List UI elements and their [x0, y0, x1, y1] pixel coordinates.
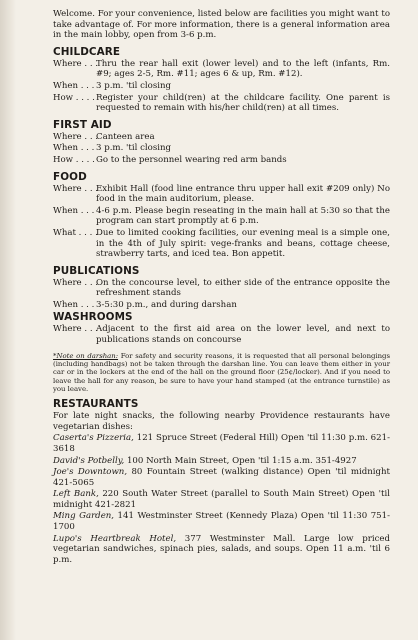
- darshan-note: [53, 352, 390, 393]
- restaurant-name: Joe's Downtown,: [53, 467, 128, 478]
- note-text: For safety and security reasons, it is requested that all personal belongings (including handbags) not be taken through the darshan line. You can leave them either in your car or in the lockers at the end of the hall on the ground floor (25¢/locker). And if you need to leave the hall for any reason, be sure to have your hand stamped (at the entrance turnstile) as you leave.: [53, 351, 391, 393]
- row-text: 3 p.m. 'til closing: [96, 80, 172, 91]
- first-aid-heading: FIRST AID: [53, 118, 112, 131]
- childcare-when-row: [53, 81, 390, 92]
- row-label: When . . .: [53, 143, 95, 154]
- restaurant-details: 220 South Water Street (parallel to South Main Street) Open 'til midnight 421-2821: [53, 489, 390, 510]
- restaurant-item: [53, 511, 390, 532]
- row-label: How . . . .: [53, 92, 95, 103]
- row-text: 3-5:30 p.m., and during darshan: [96, 299, 237, 310]
- restaurant-name: Ming Garden,: [53, 511, 115, 522]
- food-where-row: [53, 184, 390, 205]
- washrooms-heading: WASHROOMS: [53, 311, 133, 324]
- row-text: 4-6 p.m. Please begin reseating in the main hall at 5:30 so that the program can start promptly at 6 p.m.: [96, 205, 390, 227]
- row-label: What . . . .: [53, 227, 98, 238]
- publications-when-row: [53, 300, 390, 311]
- row-text: 3 p.m. 'til closing: [96, 143, 172, 154]
- restaurant-details: 80 Fountain Street (walking distance) Open 'til midnight 421-5065: [53, 467, 390, 488]
- restaurant-details: 100 North Main Street, Open 'til 1:15 a.m. 351-4927: [124, 455, 357, 466]
- show-through-text: [396, 30, 400, 41]
- intro-paragraph: Welcome. For your convenience, listed below are facilities you might want to take advantage of. For more information, there is a general information area in the main lobby, open from 3-6 p.m.: [53, 9, 390, 41]
- row-label: When . . .: [53, 205, 95, 216]
- restaurant-item: [53, 467, 390, 488]
- publications-where-row: [53, 278, 390, 299]
- childcare-where-row: [53, 59, 390, 80]
- restaurant-details: 141 Westminster Street (Kennedy Plaza) Open 'til 11:30 751-1700: [53, 511, 391, 533]
- food-when-row: [53, 206, 390, 227]
- food-heading: FOOD: [53, 170, 87, 183]
- first-aid-how-row: [53, 155, 390, 166]
- row-label: Where . . .: [53, 58, 99, 69]
- childcare-heading: CHILDCARE: [53, 45, 121, 58]
- row-label: Where . . .: [53, 277, 99, 288]
- restaurant-name: David's Potbelly,: [53, 455, 125, 466]
- row-label: Where . . .: [53, 131, 99, 142]
- restaurants-intro: For late night snacks, the following nearby Providence restaurants have vegetarian dishes:: [53, 411, 390, 432]
- row-text: Exhibit Hall (food line entrance thru upper hall exit #209 only) No food in the main auditorium, please.: [96, 183, 390, 205]
- row-text: Canteen area: [96, 131, 155, 142]
- publications-heading: PUBLICATIONS: [53, 264, 140, 277]
- first-aid-when-row: [53, 143, 390, 154]
- first-aid-where-row: [53, 132, 390, 143]
- restaurant-item: [53, 489, 390, 510]
- row-label: When . . .: [53, 299, 95, 310]
- row-label: When . . .: [53, 80, 95, 91]
- row-label: How . . . .: [53, 154, 95, 165]
- restaurant-details: 121 Spruce Street (Federal Hill) Open 'til 11:30 p.m. 621-3618: [53, 433, 390, 454]
- row-label: Where . . .: [53, 183, 99, 194]
- row-text: Register your child(ren) at the childcare facility. One parent is requested to remain with his/her child(ren) at all times.: [96, 92, 390, 114]
- row-text: Due to limited cooking facilities, our evening meal is a simple one, in the 4th of July spirit: vege-franks and beans, cottage cheese, strawberry tarts, and iced tea. Bon appetit.: [96, 227, 390, 260]
- restaurant-item: [53, 456, 390, 467]
- restaurant-name: Caserta's Pizzeria,: [53, 433, 134, 444]
- childcare-how-row: [53, 93, 390, 114]
- washrooms-where-row: [53, 324, 390, 345]
- row-text: Thru the rear hall exit (lower level) and to the left (infants, Rm. #9; ages 2-5, Rm. #11; ages 6 & up, Rm. #12).: [96, 58, 390, 80]
- row-text: Go to the personnel wearing red arm bands: [96, 154, 287, 165]
- restaurant-item: [53, 433, 390, 454]
- restaurant-item: [53, 534, 390, 566]
- row-text: On the concourse level, to either side of the entrance opposite the refreshment stands: [96, 277, 390, 299]
- note-heading: *Note on darshan:: [53, 351, 119, 360]
- restaurant-name: Left Bank,: [53, 489, 99, 500]
- restaurants-heading: RESTAURANTS: [53, 398, 139, 411]
- row-text: Adjacent to the first aid area on the lower level, and next to publications stands on concourse: [96, 324, 390, 346]
- restaurant-details: 377 Westminster Mall. Large low priced vegetarian sandwiches, spinach pies, salads, and soups. Open 11 a.m. 'til 6 p.m.: [53, 533, 390, 565]
- food-what-row: [53, 228, 390, 260]
- row-label: Where . . .: [53, 324, 99, 335]
- restaurant-name: Lupo's Heartbreak Hotel,: [53, 533, 177, 544]
